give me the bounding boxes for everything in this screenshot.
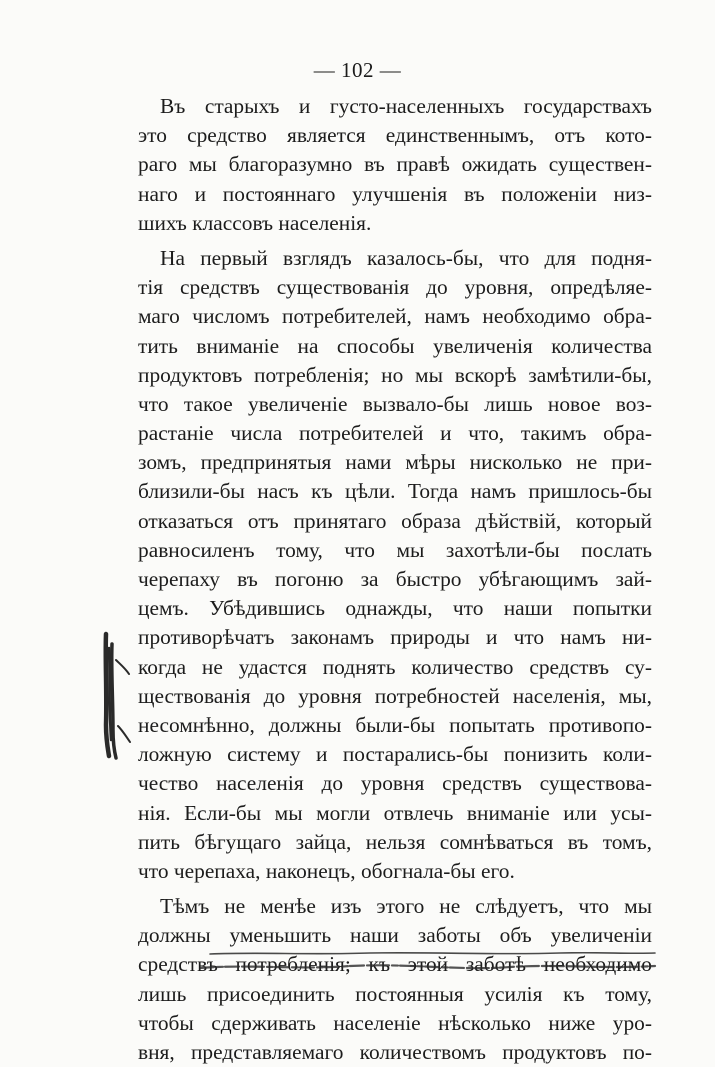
text-line: раго мы благоразумно въ правѣ ожидать существен- <box>138 152 652 177</box>
page-number: — 102 — <box>313 58 402 82</box>
text-line: тить вниманіе на способы увеличенія количества <box>138 333 652 358</box>
text-line: цемъ. Убѣдившись однажды, что наши попытки <box>138 596 652 621</box>
text-line: На первый взглядъ казалось-бы, что для подня- <box>160 245 652 270</box>
text-line: наго и постояннаго улучшенія въ положеніи низ- <box>138 181 652 206</box>
text-line: маго числомъ потребителей, намъ необходимо обра- <box>138 304 652 329</box>
text-line: продуктовъ потребленія; но мы вскорѣ замѣтили-бы, <box>138 362 652 387</box>
text-line: пить бѣгущаго зайца, нельзя сомнѣваться въ томъ, <box>138 829 652 854</box>
text-line: средствъ потребленія; къ этой заботѣ необходимо <box>138 952 652 977</box>
text-line: близили-бы насъ къ цѣли. Тогда намъ пришлось-бы <box>138 479 652 504</box>
paragraph-1 <box>138 92 652 238</box>
text-line: ществованія до уровня потребностей населенія, мы, <box>138 683 652 708</box>
text-line: чество населенія до уровня средствъ существова- <box>138 771 652 796</box>
text-line: несомнѣнно, должны были-бы попытать противопо- <box>138 712 652 737</box>
text-line: что черепаха, наконецъ, обогнала-бы его. <box>138 858 515 883</box>
text-line: вня, представляемаго количествомъ продуктовъ по- <box>138 1040 652 1064</box>
text-line: зомъ, предпринятыя нами мѣры нисколько не при- <box>138 450 652 475</box>
text-line: Тѣмъ не менѣе изъ этого не слѣдуетъ, что мы <box>160 894 652 919</box>
body-text <box>138 92 652 1067</box>
text-line: что такое увеличеніе вызвало-бы лишь новое воз- <box>138 391 652 416</box>
pencil-margin-mark <box>100 630 134 760</box>
text-line: лишь присоединить постоянныя усилія къ тому, <box>138 981 652 1006</box>
text-line: черепаху въ погоню за быстро убѣгающимъ зай- <box>138 567 652 591</box>
text-line: Въ старыхъ и густо-населенныхъ государствахъ <box>160 94 652 118</box>
text-line: нія. Если-бы мы могли отвлечь вниманіе или усы- <box>138 800 652 825</box>
text-line: это средство является единственнымъ, отъ кото- <box>138 123 652 148</box>
text-line: равносиленъ тому, что мы захотѣли-бы послать <box>138 537 652 562</box>
text-line: должны уменьшить наши заботы объ увеличеніи <box>138 923 652 948</box>
pencil-underline-mark <box>200 952 660 982</box>
text-line: ложную систему и постарались-бы понизить коли- <box>138 742 652 767</box>
text-line: шихъ классовъ населенія. <box>138 210 372 235</box>
text-line: тія средствъ существованія до уровня, опредѣляе- <box>138 275 652 300</box>
text-line: противорѣчатъ законамъ природы и что намъ ни- <box>138 625 652 650</box>
paragraph-2 <box>138 244 652 886</box>
text-line: чтобы сдерживать населеніе нѣсколько ниже уро- <box>138 1010 652 1035</box>
text-line: растаніе числа потребителей и что, такимъ обра- <box>138 421 652 446</box>
text-line: когда не удастся поднять количество средствъ су- <box>138 654 652 679</box>
text-line: отказаться отъ принятаго образа дѣйствій, который <box>138 508 652 533</box>
